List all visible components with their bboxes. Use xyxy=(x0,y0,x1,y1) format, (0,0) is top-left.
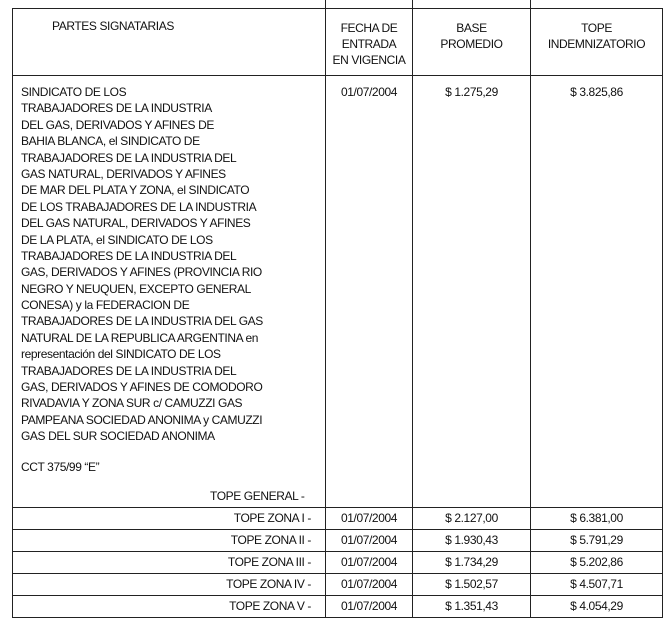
zone-base: $ 1.502,57 xyxy=(445,577,498,591)
zone-tope: $ 4.054,29 xyxy=(570,599,623,613)
main-date: 01/07/2004 xyxy=(340,85,398,99)
zone-base: $ 2.127,00 xyxy=(445,511,498,525)
parties-line: TRABAJADORES DE LA INDUSTRIA xyxy=(21,101,212,116)
table-border-right xyxy=(662,8,663,618)
parties-line: TRABAJADORES DE LA INDUSTRIA DEL xyxy=(21,150,237,165)
parties-line: TRABAJADORES DE LA INDUSTRIA DEL xyxy=(21,248,237,263)
parties-line: GAS NATURAL, DERIVADOS Y AFINES xyxy=(21,166,226,181)
row-divider xyxy=(12,529,663,530)
main-tope: $ 3.825,86 xyxy=(570,85,623,99)
parties-line: DE MAR DEL PLATA Y ZONA, el SINDICATO xyxy=(21,183,250,198)
header-tope-line: TOPE xyxy=(581,21,612,35)
header-parties: PARTES SIGNATARIAS xyxy=(52,19,174,33)
zone-date: 01/07/2004 xyxy=(340,533,398,547)
table-border-left xyxy=(12,8,13,618)
parties-line: TRABAJADORES DE LA INDUSTRIA DEL GAS xyxy=(21,314,263,329)
parties-line: CONESA) y la FEDERACION DE xyxy=(21,298,190,313)
header-date xyxy=(326,20,412,68)
zone-base: $ 1.351,43 xyxy=(445,599,498,613)
header-date-line: EN VIGENCIA xyxy=(332,53,406,67)
zone-base: $ 1.734,29 xyxy=(445,555,498,569)
row-divider xyxy=(12,573,663,574)
zone-base: $ 1.930,43 xyxy=(445,533,498,547)
parties-line: GAS, DERIVADOS Y AFINES DE COMODORO xyxy=(21,380,263,395)
parties-line: PAMPEANA SOCIEDAD ANONIMA y CAMUZZI xyxy=(21,412,263,427)
header-tope-line: INDEMNIZATORIO xyxy=(547,37,646,51)
main-base: $ 1.275,29 xyxy=(445,85,498,99)
zone-label: TOPE ZONA V - xyxy=(229,599,311,613)
parties-line: NEGRO Y NEUQUEN, EXCEPTO GENERAL xyxy=(21,281,251,296)
zone-tope: $ 6.381,00 xyxy=(570,511,623,525)
cct-label: CCT 375/99 “E” xyxy=(21,460,100,474)
header-base-line: PROMEDIO xyxy=(440,37,503,51)
row-divider xyxy=(12,507,663,508)
table-border-bottom xyxy=(12,617,663,618)
row-divider xyxy=(12,595,663,596)
parties-line: SINDICATO DE LOS xyxy=(21,85,127,99)
parties-line: GAS DEL SUR SOCIEDAD ANONIMA xyxy=(21,429,215,444)
table-border-top xyxy=(12,8,663,9)
zone-tope: $ 5.791,29 xyxy=(570,533,623,547)
parties-line: BAHIA BLANCA, el SINDICATO DE xyxy=(21,134,200,149)
zone-label: TOPE ZONA II - xyxy=(230,533,311,547)
header-base xyxy=(413,20,530,52)
row-divider xyxy=(12,551,663,552)
header-date-line: ENTRADA xyxy=(341,37,397,51)
zone-date: 01/07/2004 xyxy=(340,511,398,525)
parties-line: DEL GAS NATURAL, DERIVADOS Y AFINES xyxy=(21,216,251,231)
parties-text xyxy=(21,84,263,445)
parties-line: DE LA PLATA, el SINDICATO DE LOS xyxy=(21,232,213,247)
header-divider xyxy=(12,75,663,76)
zone-date: 01/07/2004 xyxy=(340,577,398,591)
parties-line: NATURAL DE LA REPUBLICA ARGENTINA en xyxy=(21,330,259,345)
parties-line: TRABAJADORES DE LA INDUSTRIA DEL xyxy=(21,363,237,378)
header-base-line: BASE xyxy=(456,21,487,35)
tope-general-label: TOPE GENERAL - xyxy=(210,489,305,503)
zone-date: 01/07/2004 xyxy=(340,599,398,613)
zone-label: TOPE ZONA III - xyxy=(227,555,311,569)
parties-line: RIVADAVIA Y ZONA SUR c/ CAMUZZI GAS xyxy=(21,396,243,411)
zone-label: TOPE ZONA IV - xyxy=(226,577,311,591)
zone-date: 01/07/2004 xyxy=(340,555,398,569)
parties-line: DEL GAS, DERIVADOS Y AFINES DE xyxy=(21,117,214,132)
header-date-line: FECHA DE xyxy=(340,21,398,35)
header-tope xyxy=(531,20,662,52)
zone-label: TOPE ZONA I - xyxy=(233,511,311,525)
parties-line: DE LOS TRABAJADORES DE LA INDUSTRIA xyxy=(21,199,257,214)
zone-tope: $ 5.202,86 xyxy=(570,555,623,569)
parties-line: representación del SINDICATO DE LOS xyxy=(21,347,221,362)
zone-tope: $ 4.507,71 xyxy=(570,577,623,591)
parties-line: GAS, DERIVADOS Y AFINES (PROVINCIA RIO xyxy=(21,265,262,280)
